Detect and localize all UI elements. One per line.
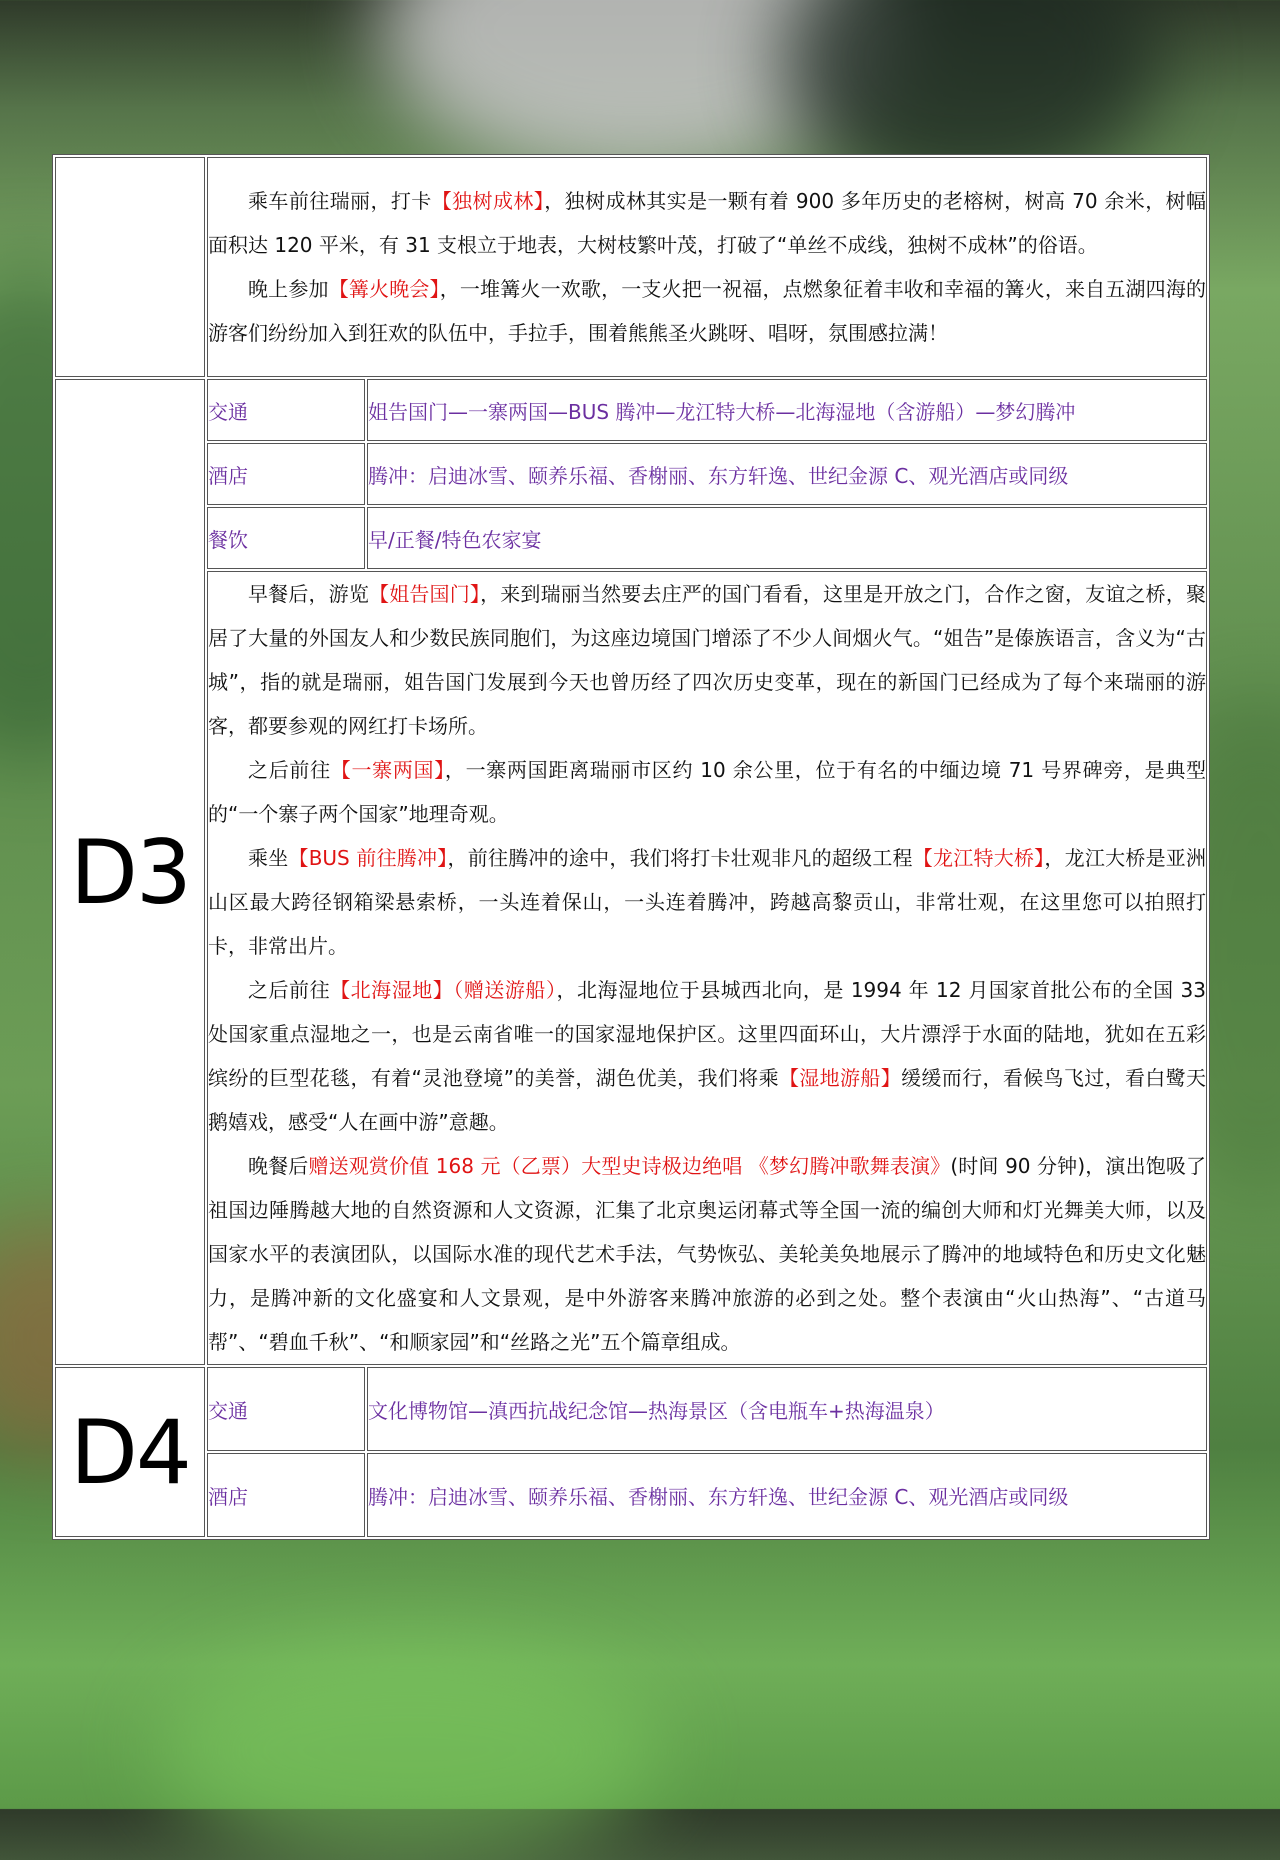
hotel-label: 酒店 (207, 443, 365, 505)
paragraph: 乘坐【BUS 前往腾冲】，前往腾冲的途中，我们将打卡壮观非凡的超级工程【龙江特大桥】，龙江大桥是亚洲山区最大跨径钢箱梁悬索桥，一头连着保山，一头连着腾冲，跨越高黎贡山，非常壮观，在这里您可以拍照打卡，非常出片。 (208, 846, 1207, 958)
highlight-attraction: 【龙江特大桥】 (912, 846, 1045, 870)
highlight-attraction: 【独树成林】 (431, 189, 545, 213)
paragraph: 之后前往【北海湿地】（赠送游船），北海湿地位于县城西北向，是 1994 年 12 月国家首批公布的全国 33 处国家重点湿地之一，也是云南省唯一的国家湿地保护区。这里四面环山，大片漂浮于水面的陆地，犹如在五彩缤纷的巨型花毯，有着“灵池登境”的美誉，湖色优美，我们将乘【湿地游船】缓缓而行，看候鸟飞过，看白鹭天鹅嬉戏，感受“人在画中游”意趣。 (208, 978, 1207, 1134)
day-2-continued-row (55, 157, 1207, 377)
traffic-label: 交通 (207, 379, 365, 441)
traffic-label: 交通 (207, 1367, 365, 1451)
paragraph: 乘车前往瑞丽，打卡【独树成林】，独树成林其实是一颗有着 900 多年历史的老榕树，树高 70 余米，树幅面积达 120 平米，有 31 支根立于地表，大树枝繁叶茂，打破了“单丝不成线，独树不成林”的俗语。 (208, 189, 1207, 257)
meal-info: 早/正餐/特色农家宴 (367, 507, 1207, 569)
highlight-attraction: 【一寨两国】 (330, 758, 445, 782)
day-4-traffic-row (55, 1367, 1207, 1451)
day-label-cell (55, 379, 205, 1365)
hotel-label: 酒店 (207, 1453, 365, 1537)
day-description (207, 157, 1207, 377)
day-label: D3 (70, 820, 190, 924)
highlight-attraction: 【篝火晚会】 (328, 277, 440, 301)
traffic-route: 文化博物馆—滇西抗战纪念馆—热海景区（含电瓶车+热海温泉） (367, 1367, 1207, 1451)
day-3-meal-row (55, 507, 1207, 569)
paragraph: 晚餐后赠送观赏价值 168 元（乙票）大型史诗极边绝唱 《梦幻腾冲歌舞表演》(时间 90 分钟)，演出饱吸了祖国边陲腾越大地的自然资源和人文资源，汇集了北京奥运闭幕式等全国一流的编创大师和灯光舞美大师，以及国家水平的表演团队，以国际水准的现代艺术手法，气势恢弘、美轮美奂地展示了腾冲的地域特色和历史文化魅力，是腾冲新的文化盛宴和人文景观，是中外游客来腾冲旅游的必到之处。整个表演由“火山热海”、“古道马帮”、“碧血千秋”、“和顺家园”和“丝路之光”五个篇章组成。 (208, 1154, 1207, 1354)
paragraph: 晚上参加【篝火晚会】，一堆篝火一欢歌，一支火把一祝福，点燃象征着丰收和幸福的篝火，来自五湖四海的游客们纷纷加入到狂欢的队伍中，手拉手，围着熊熊圣火跳呀、唱呀，氛围感拉满！ (208, 277, 1207, 345)
day-3-hotel-row (55, 443, 1207, 505)
day-3-description-row (55, 571, 1207, 1365)
highlight-attraction: 【BUS 前往腾冲】 (288, 846, 448, 870)
day-3-traffic-row (55, 379, 1207, 441)
itinerary-table (52, 154, 1210, 1540)
highlight-attraction: 【姐告国门】 (369, 582, 481, 606)
highlight-attraction: 赠送观赏价值 168 元（乙票）大型史诗极边绝唱 《梦幻腾冲歌舞表演》 (308, 1154, 951, 1178)
day-description (207, 571, 1207, 1365)
hotel-list: 腾冲：启迪冰雪、颐养乐福、香榭丽、东方轩逸、世纪金源 C、观光酒店或同级 (367, 1453, 1207, 1537)
background-blur (160, 1640, 660, 1860)
paragraph: 早餐后，游览【姐告国门】，来到瑞丽当然要去庄严的国门看看，这里是开放之门，合作之窗，友谊之桥，聚居了大量的外国友人和少数民族同胞们，为这座边境国门增添了不少人间烟火气。“姐告”是傣族语言，含义为“古城”，指的就是瑞丽，姐告国门发展到今天也曾历经了四次历史变革，现在的新国门已经成为了每个来瑞丽的游客，都要参观的网红打卡场所。 (208, 582, 1207, 738)
hotel-list: 腾冲：启迪冰雪、颐养乐福、香榭丽、东方轩逸、世纪金源 C、观光酒店或同级 (367, 443, 1207, 505)
highlight-attraction: 【北海湿地】（赠送游船） (330, 978, 557, 1002)
highlight-attraction: 【湿地游船】 (778, 1066, 902, 1090)
meal-label: 餐饮 (207, 507, 365, 569)
day-label-cell (55, 1367, 205, 1537)
traffic-route: 姐告国门—一寨两国—BUS 腾冲—龙江特大桥—北海湿地（含游船）—梦幻腾冲 (367, 379, 1207, 441)
day-4-hotel-row (55, 1453, 1207, 1537)
day-label-cell-empty (55, 157, 205, 377)
day-label: D4 (70, 1400, 190, 1504)
paragraph: 之后前往【一寨两国】，一寨两国距离瑞丽市区约 10 余公里，位于有名的中缅边境 71 号界碑旁，是典型的“一个寨子两个国家”地理奇观。 (208, 758, 1207, 826)
